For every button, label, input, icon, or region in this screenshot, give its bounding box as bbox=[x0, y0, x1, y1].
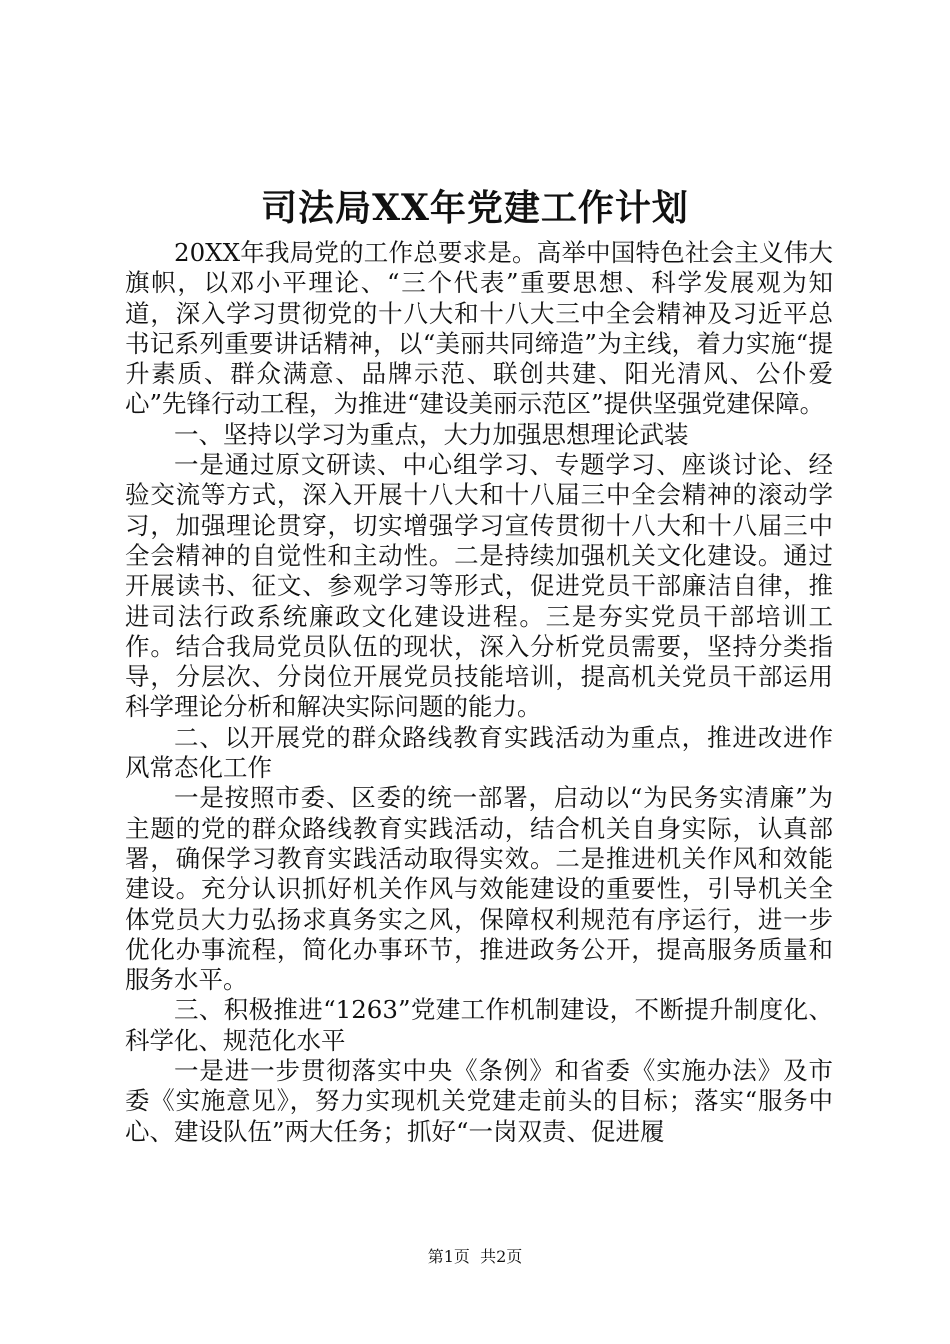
section-heading-2: 二、以开展党的群众路线教育实践活动为重点，推进改进作风常态化工作 bbox=[125, 722, 833, 783]
page-footer: 第1页 共2页 bbox=[427, 1247, 523, 1266]
paragraph-section-3: 一是进一步贯彻落实中央《条例》和省委《实施办法》及市委《实施意见》，努力实现机关党建走前头的目标；落实“服务中心、建设队伍”两大任务；抓好“一岗双责、促进履 bbox=[125, 1056, 833, 1146]
paragraph-section-1: 一是通过原文研读、中心组学习、专题学习、座谈讨论、经验交流等方式，深入开展十八大和十八届三中全会精神的滚动学习，加强理论贯穿，切实增强学习宣传贯彻十八大和十八届三中全会精神的自觉性和主动性。二是持续加强机关文化建设。通过开展读书、征文、参观学习等形式，促进党员干部廉洁自律，推进司法行政系统廉政文化建设进程。三是夯实党员干部培训工作。结合我局党员队伍的现状，深入分析党员需要，坚持分类指导，分层次、分岗位开展党员技能培训，提高机关党员干部运用科学理论分析和解决实际问题的能力。 bbox=[125, 450, 833, 722]
section-heading-1: 一、坚持以学习为重点，大力加强思想理论武装 bbox=[174, 419, 689, 449]
document-title: 司法局XX年党建工作计划 bbox=[261, 187, 689, 229]
paragraph-section-2: 一是按照市委、区委的统一部署，启动以“为民务实清廉”为主题的党的群众路线教育实践活动，结合机关自身实际，认真部署，确保学习教育实践活动取得实效。二是推进机关作风和效能建设。充分认识抓好机关作风与效能建设的重要性，引导机关全体党员大力弘扬求真务实之风，保障权利规范有序运行，进一步优化办事流程，简化办事环节，推进政务公开，提高服务质量和服务水平。 bbox=[125, 783, 833, 995]
paragraph-intro: 20XX年我局党的工作总要求是。高举中国特色社会主义伟大旗帜，以邓小平理论、“三个代表”重要思想、科学发展观为知道，深入学习贯彻党的十八大和十八大三中全会精神及习近平总书记系列重要讲话精神，以“美丽共同缔造”为主线，着力实施“提升素质、群众满意、品牌示范、联创共建、阳光清风、公仆爱心”先锋行动工程，为推进“建设美丽示范区”提供坚强党建保障。 bbox=[125, 238, 833, 419]
document-body bbox=[125, 238, 833, 1147]
section-heading-3: 三、积极推进“1263”党建工作机制建设，不断提升制度化、科学化、规范化水平 bbox=[125, 995, 833, 1055]
